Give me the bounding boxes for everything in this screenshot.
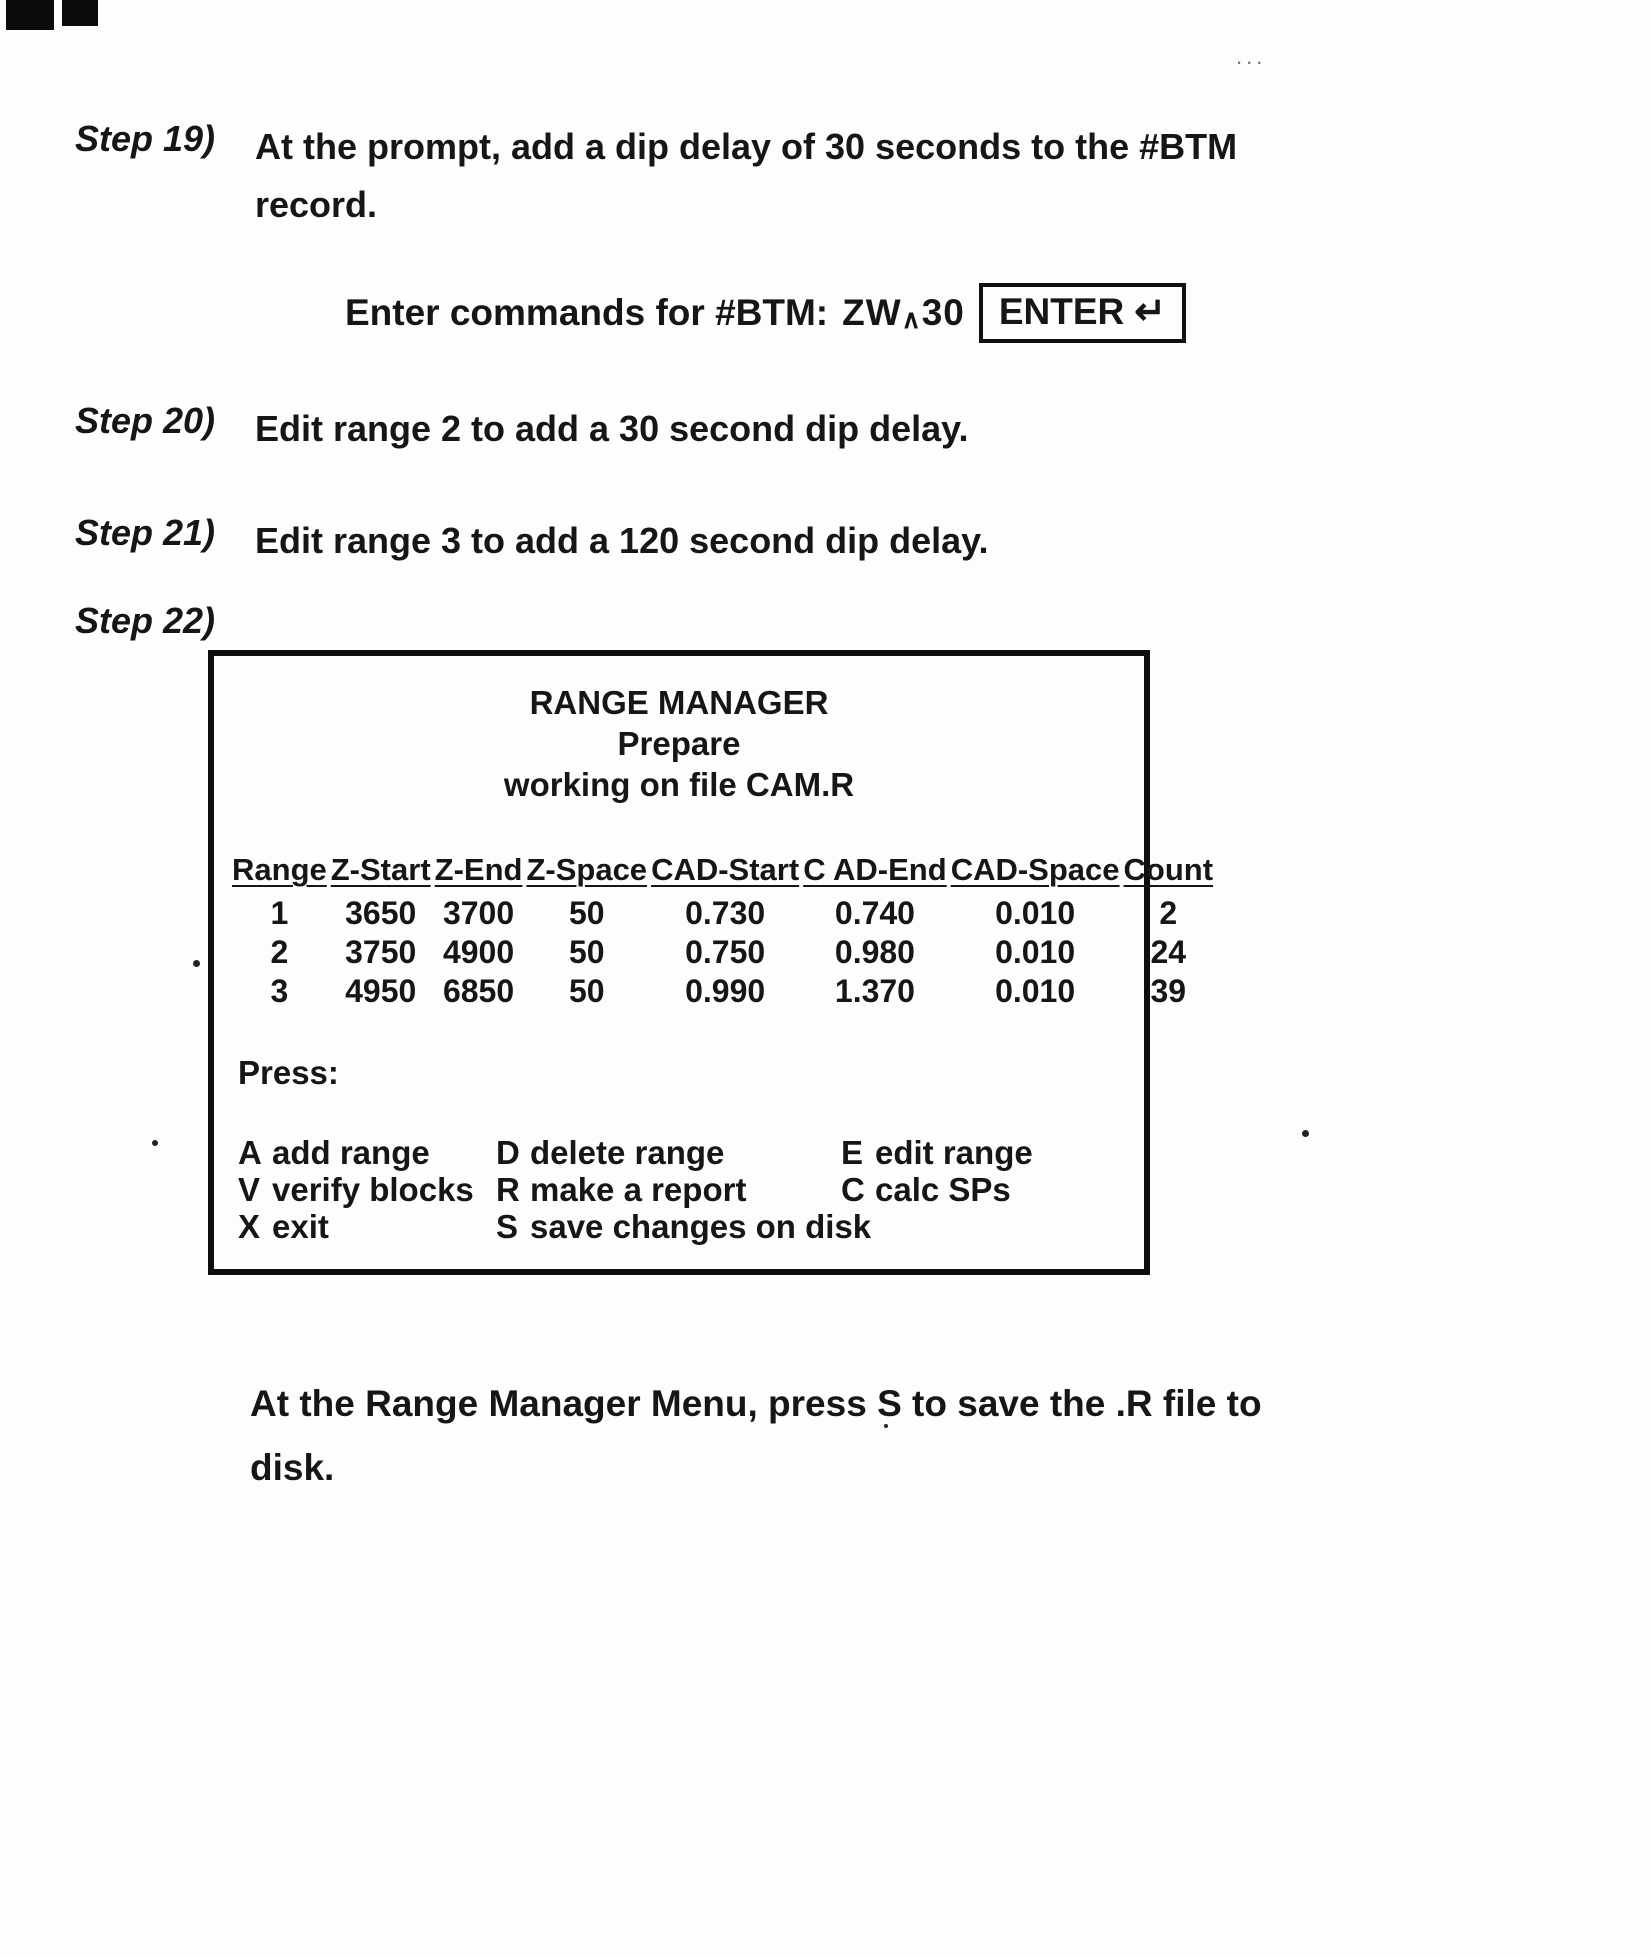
footer-instruction-line1: [250, 1383, 1262, 1425]
step-19-line2: record.: [255, 184, 378, 225]
menu-key: S: [496, 1208, 519, 1245]
cell: 0.010: [995, 895, 1076, 931]
enter-key-label: ENTER: [998, 291, 1125, 332]
command-post: 30: [921, 291, 965, 333]
screen-title: RANGE MANAGER: [529, 684, 829, 721]
command-pre: ZW: [842, 291, 902, 333]
menu-key: V: [238, 1171, 261, 1208]
cell: 6850: [442, 973, 515, 1009]
menu-item-save-changes: [496, 1208, 872, 1246]
return-arrow-icon: ↵: [1134, 291, 1167, 333]
table-row: [230, 933, 1215, 972]
scan-dots: ...: [1236, 44, 1267, 69]
menu-label: calc SPs: [875, 1171, 1011, 1208]
footer-instruction-line2: disk.: [250, 1447, 335, 1488]
prompt-command: [842, 292, 965, 335]
col-cad-start: CAD-Start: [651, 852, 800, 887]
step-21-label: Step 21): [75, 512, 216, 553]
cell: 50: [568, 895, 605, 931]
cell: 50: [568, 934, 605, 970]
scan-speck: [152, 1140, 158, 1146]
cell: 4950: [345, 973, 417, 1009]
screen-header: [214, 682, 1144, 805]
range-manager-screen: [208, 650, 1214, 1275]
enter-key-box: [979, 283, 1186, 343]
cell: 3: [270, 973, 289, 1009]
cell: 3750: [345, 934, 417, 970]
range-table: [230, 852, 1215, 1011]
press-label: Press:: [238, 1054, 339, 1091]
scan-corner-mark: [62, 0, 98, 26]
cell: 0.980: [834, 934, 915, 970]
col-z-space: Z-Space: [526, 852, 648, 887]
scan-speck: [1302, 1130, 1309, 1137]
step-19-label: Step 19): [75, 118, 216, 159]
menu-key: R: [496, 1171, 520, 1208]
menu-label: make a report: [530, 1171, 747, 1208]
cell: 0.010: [995, 973, 1076, 1009]
cell: 0.740: [834, 895, 915, 931]
menu-item-exit: [238, 1208, 496, 1246]
cell: 2: [1159, 895, 1178, 931]
caret-space-symbol: ∧: [901, 303, 922, 334]
screen-subtitle: Prepare: [617, 725, 741, 762]
col-cad-space: CAD-Space: [950, 852, 1120, 887]
range-table-header-row: [230, 852, 1215, 894]
menu-item-add-range: [238, 1134, 496, 1172]
col-z-start: Z-Start: [330, 852, 431, 887]
menu-key: C: [841, 1171, 865, 1208]
cell: 3700: [442, 895, 515, 931]
col-range: Range: [232, 852, 327, 887]
menu-label: edit range: [875, 1134, 1033, 1171]
menu-key: D: [496, 1134, 520, 1171]
step-19-line1: At the prompt, add a dip delay of 30 seconds to the #BTM: [255, 126, 1238, 167]
col-z-end: Z-End: [434, 852, 523, 887]
footer-post: to save the .R file to: [901, 1383, 1262, 1424]
step-20-label: Step 20): [75, 400, 216, 441]
scan-speck: [193, 960, 200, 967]
footer-key-s: S: [877, 1383, 902, 1424]
screen-file-line: working on file CAM.R: [503, 766, 855, 803]
table-row: [230, 972, 1215, 1011]
step-22-label: Step 22): [75, 600, 216, 641]
menu-label: save changes on disk: [530, 1208, 872, 1245]
menu-item-edit-range: [841, 1134, 1134, 1172]
cell: 0.010: [995, 934, 1076, 970]
menu-key: E: [841, 1134, 864, 1171]
menu-key: A: [238, 1134, 262, 1171]
menu-item-make-report: [496, 1171, 841, 1209]
cell: 39: [1150, 973, 1187, 1009]
cell: 0.750: [685, 934, 766, 970]
menu-label: add range: [272, 1134, 430, 1171]
cell: 0.730: [685, 895, 766, 931]
menu-label: verify blocks: [272, 1171, 474, 1208]
menu-item-verify-blocks: [238, 1171, 496, 1209]
btm-command-prompt: [345, 283, 1186, 343]
scan-corner-mark: [6, 0, 54, 30]
menu-item-calc-sps: [841, 1171, 1134, 1209]
footer-pre: At the Range Manager Menu, press: [250, 1383, 878, 1424]
menu-label: exit: [272, 1208, 329, 1245]
cell: 0.990: [685, 973, 766, 1009]
cell: 1: [270, 895, 289, 931]
table-row: [230, 894, 1215, 933]
cell: 4900: [442, 934, 515, 970]
cell: 24: [1150, 934, 1187, 970]
col-count: Count: [1123, 852, 1214, 887]
menu-label: delete range: [530, 1134, 725, 1171]
cell: 50: [568, 973, 605, 1009]
cell: 3650: [345, 895, 417, 931]
step-19-text: [255, 118, 1237, 234]
cell: 1.370: [834, 973, 915, 1009]
step-21-text: Edit range 3 to add a 120 second dip delay.: [255, 520, 989, 561]
prompt-label: Enter commands for #BTM:: [345, 292, 829, 333]
menu-item-delete-range: [496, 1134, 841, 1172]
col-cad-end: C AD-End: [803, 852, 947, 887]
step-20-text: Edit range 2 to add a 30 second dip delay.: [255, 408, 969, 449]
menu-key: X: [238, 1208, 261, 1245]
cell: 2: [270, 934, 289, 970]
screen-menu: [238, 1134, 1134, 1245]
